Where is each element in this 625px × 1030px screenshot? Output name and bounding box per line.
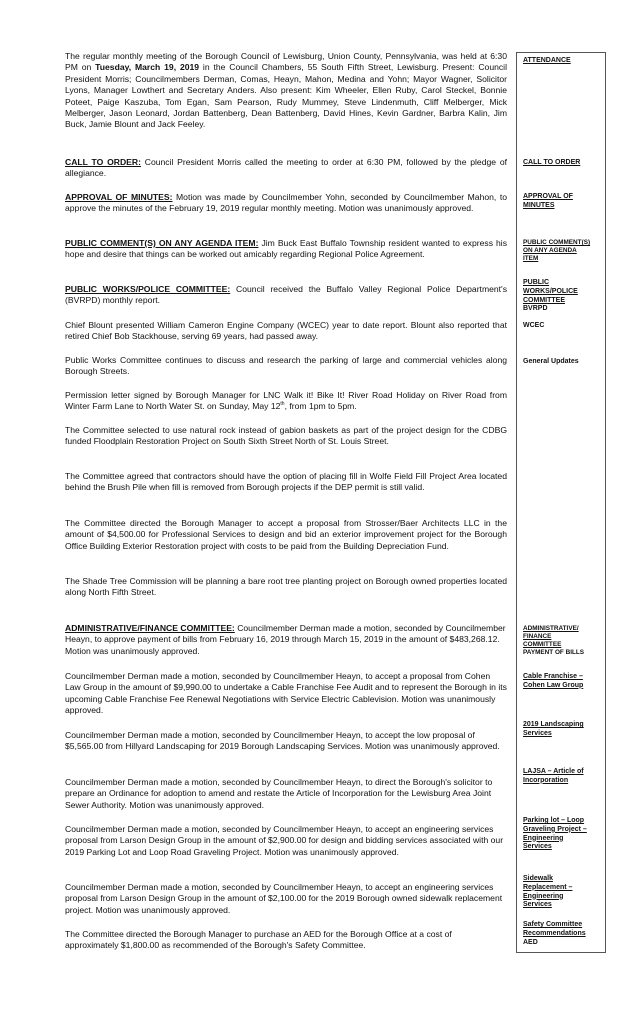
landscaping-paragraph: Councilmember Derman made a motion, seconded by Councilmember Heayn, to accept the low proposal of $5,565.00 from Hillyard Landscaping for 2019 Borough Landscaping Services. Motion was unanimously approved. <box>65 730 500 752</box>
side-label: PUBLIC <box>523 279 550 286</box>
side-admin <box>523 625 605 657</box>
fill-paragraph: The Committee agreed that contractors should have the option of placing fill in Wolfe Field Fill Project Area located behind the Brush Pile when fill is removed from Borough projects if the DEP permit is still valid. <box>65 471 507 493</box>
public-works-text: Council received the Buffalo Valley Regional Police Department's (BVRPD) monthly report. <box>65 284 507 306</box>
rock-paragraph: The Committee selected to use natural rock instead of gabion baskets as part of the project design for the CDBG funded Floodplain Restoration Project on South Sixth Street North of St. Louis Street. <box>65 425 507 447</box>
public-comment-paragraph <box>65 238 507 261</box>
side-label: Recommendations <box>523 929 586 937</box>
shade-tree-paragraph: The Shade Tree Commission will be planning a bare root tree planting project on Borough owned properties located along North Fifth Street. <box>65 576 507 598</box>
side-label: Safety Committee <box>523 921 583 928</box>
call-to-order-heading: CALL TO ORDER: <box>65 157 141 167</box>
side-label: Cohen Law Group <box>523 681 584 689</box>
lajsa-paragraph: Councilmember Derman made a motion, seconded by Councilmember Heayn, to direct the Borough's solicitor to prepare an Ordinance for adoption to amend and restate the Article of Incorporation for the Lewisburg Area Joint Sewer Authority. Motion was unanimously approved. <box>65 777 493 810</box>
side-attendance <box>523 57 605 66</box>
ordinal-suffix: th <box>280 401 285 408</box>
approval-text: Motion was made by Councilmember Yohn, seconded by Councilmember Mahon, to approve the minutes of the February 19, 2019 regular monthly meeting. Motion was unanimously approved. <box>65 192 507 214</box>
side-label: ITEM <box>523 255 539 262</box>
attendance-paragraph <box>65 51 507 131</box>
admin-text: Councilmember Derman made a motion, seconded by Councilmember Heayn, to approve payment of bills from February 16, 2019 through March 15, 2019 in the amount of $483,268.12. Motion was unanimously approved. <box>65 623 506 656</box>
side-label: MINUTES <box>523 201 555 209</box>
side-label: Sidewalk <box>523 875 553 882</box>
side-public-comment <box>523 239 605 263</box>
public-works-paragraph <box>65 284 507 307</box>
cable-paragraph: Councilmember Derman made a motion, seconded by Councilmember Heayn, to accept a proposal from Cohen Law Group in the amount of $9,990.00 to undertake a Cable Franchise Fee Audit and to represent the Borough in its upcoming Cable Franchise Fee Renewal Negotiations with Service Electric Cablevision. Motion was unanimously approved. <box>65 671 507 716</box>
side-label: Engineering <box>523 834 564 842</box>
attendance-text-cont: in the Council Chambers, 55 South Fifth Street, Lewisburg. Present: Council President Morris; Councilmembers Derman, Comas, Heayn, Mahon, Medina and Yohn; Mayor Wagner, Solicitor Lyons, Manager Lowthert and Secretary Anders. Also present: Kim Wheeler, Ellen Ruby, Carol Steckel, Bonnie Poteet, Paige Kaszuba, Tom Egan, Sam Pearson, Rudy Mummey, Steve Lindenmuth, Cliff Melberger, Mick Melberger, Jason Leonard, Jordan Battenberg, Dean Battenberg, David Hines, Kevin Gardner, Barbra Kalin, Jim Buck, Jamie Blount and Jack Feeley. <box>65 62 507 130</box>
public-works-heading: PUBLIC WORKS/POLICE COMMITTEE: <box>65 284 231 294</box>
side-sidewalk <box>523 875 605 910</box>
side-cable <box>523 673 605 691</box>
side-label: Services <box>523 843 552 851</box>
side-label: Engineering <box>523 892 564 900</box>
side-label: WCEC <box>523 322 545 329</box>
side-public-works <box>523 279 605 314</box>
call-to-order-paragraph <box>65 157 507 180</box>
side-label: Graveling Project – <box>523 825 587 833</box>
side-label: BVRPD <box>523 305 548 313</box>
side-label: 2019 Landscaping <box>523 721 584 728</box>
side-label: Cable Franchise – <box>523 673 583 680</box>
meeting-date: Tuesday, March 19, 2019 <box>95 62 200 73</box>
attendance-text: The regular monthly meeting of the Borough Council of Lewisburg, Union County, Pennsylvania, was held at 6:30 PM on <box>65 51 507 73</box>
margin-topics-box <box>516 52 606 953</box>
side-label: Services <box>523 729 552 737</box>
side-lajsa <box>523 768 605 786</box>
side-label: COMMITTEE <box>523 641 562 648</box>
side-label: FINANCE <box>523 633 552 640</box>
approval-heading: APPROVAL OF MINUTES: <box>65 192 173 202</box>
aed-paragraph: The Committee directed the Borough Manager to purchase an AED for the Borough Office at a cost of approximately $1,800.00 as recommended of the Borough's Safety Committee. <box>65 929 452 951</box>
permission-text: Permission letter signed by Borough Manager for LNC Walk it! Bike It! River Road Holiday on River Road from Winter Farm Lane to North Water St. on Sunday, May 12 <box>65 390 507 412</box>
permission-text-cont: , from 1pm to 5pm. <box>284 401 357 412</box>
side-label: Parking lot – Loop <box>523 817 585 824</box>
side-label: Services <box>523 901 552 909</box>
call-to-order-text: Council President Morris called the meeting to order at 6:30 PM, followed by the pledge of allegiance. <box>65 157 507 179</box>
admin-paragraph <box>65 623 507 657</box>
side-label: General Updates <box>523 358 579 365</box>
side-label: LAJSA – Article of <box>523 768 584 775</box>
side-label: ATTENDANCE <box>523 57 571 64</box>
public-comment-heading: PUBLIC COMMENT(S) ON ANY AGENDA ITEM: <box>65 238 259 248</box>
side-label: ON ANY AGENDA <box>523 247 577 254</box>
parking-paragraph: Public Works Committee continues to discuss and research the parking of large and commercial vehicles along Borough Streets. <box>65 355 507 377</box>
side-call-to-order <box>523 159 605 168</box>
approval-paragraph <box>65 192 507 215</box>
side-label: ADMINISTRATIVE/ <box>523 625 579 632</box>
sidewalk-paragraph: Councilmember Derman made a motion, seconded by Councilmember Heayn, to accept an engineering services proposal from Larson Design Group in the amount of $2,100.00 for the 2019 Borough owned sidewalk replacement project. Motion was unanimously approved. <box>65 882 503 915</box>
side-label: WORKS/POLICE <box>523 287 578 295</box>
admin-heading: ADMINISTRATIVE/FINANCE COMMITTEE: <box>65 623 235 633</box>
side-label: PAYMENT OF BILLS <box>523 649 585 656</box>
side-label: COMMITTEE <box>523 296 565 304</box>
parking-lot-paragraph: Councilmember Derman made a motion, seconded by Councilmember Heayn, to accept an engineering services proposal from Larson Design Group in the amount of $2,900.00 for design and bidding services associated with our 2019 Parking Lot and Loop Road Graveling Project. Motion was unanimously approved. <box>65 824 504 857</box>
side-label: AED <box>523 938 538 946</box>
side-label: CALL TO ORDER <box>523 159 581 166</box>
permission-paragraph <box>65 390 507 413</box>
side-label: Incorporation <box>523 776 569 784</box>
side-landscaping <box>523 721 605 739</box>
side-wcec <box>523 322 605 331</box>
side-label: APPROVAL OF <box>523 193 573 200</box>
side-parking <box>523 817 605 852</box>
architects-paragraph: The Committee directed the Borough Manager to accept a proposal from Strosser/Baer Architects LLC in the amount of $4,500.00 for Professional Services to design and bid an exterior improvement project for the Borough Office Building Exterior Restoration project with costs to be paid from the Building Depreciation Fund. <box>65 518 507 551</box>
side-general-updates <box>523 358 605 367</box>
side-safety <box>523 921 605 947</box>
side-label: Replacement – <box>523 883 573 891</box>
public-comment-text: Jim Buck East Buffalo Township resident wanted to express his hope and desire that things can be worked out amicably regarding Regional Police Agreement. <box>65 238 507 260</box>
wcec-paragraph: Chief Blount presented William Cameron Engine Company (WCEC) year to date report. Blount also reported that retired Chief Bob Stackhouse, serving 69 years, had passed away. <box>65 320 507 342</box>
side-approval <box>523 193 605 211</box>
side-label: PUBLIC COMMENT(S) <box>523 239 591 246</box>
